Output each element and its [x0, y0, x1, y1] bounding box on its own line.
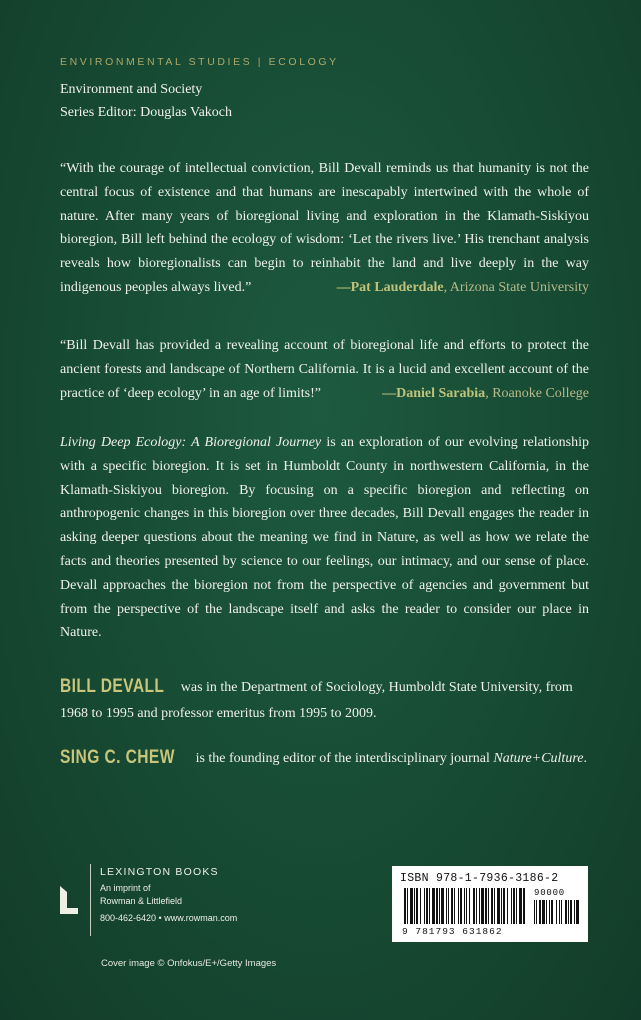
endorser-institution: , Arizona State University: [443, 279, 589, 295]
cover-image-credit: Cover image © Onfokus/E+/Getty Images: [101, 958, 277, 969]
barcode-addon-bar: [570, 900, 572, 924]
barcode-addon-bar: [549, 900, 550, 924]
barcode-bar: [513, 888, 515, 924]
barcode-addon-bar: [536, 900, 537, 924]
barcode-bar: [446, 888, 447, 924]
barcode-bar: [436, 888, 438, 924]
publisher-name: LEXINGTON BOOKS: [100, 866, 219, 878]
barcode-bar: [473, 888, 475, 924]
endorser-institution: , Roanoke College: [485, 385, 589, 401]
endorser-name: Pat Lauderdale: [350, 279, 444, 295]
barcode-addon-bar: [542, 900, 545, 924]
barcode-bar: [441, 888, 444, 924]
journal-name: Nature+Culture: [493, 751, 584, 766]
barcode-bar: [424, 888, 425, 924]
barcode-bar: [469, 888, 470, 924]
endorsement-text: “With the courage of intellectual conviction, Bill Devall reminds us that humanity is not the central focus of existence and that humans are inescapably intertwined with the whole of nature. After many years of bioregional living and exploration in the Klamath-Siskiyou bioregion, Bill left behind the ecology of wisdom: ‘Let the rivers live.’ His trenchant analysis reveals how bioregionalists can begin to reinhabit the land and live deeply in the way indigenous peoples always lived.”: [60, 161, 589, 295]
publisher-block: [58, 864, 318, 936]
barcode-bar: [466, 888, 467, 924]
barcode-addon-bar: [551, 900, 553, 924]
editor-name: SING C. CHEW: [60, 747, 175, 768]
barcode-addon-bar: [546, 900, 547, 924]
lexington-logo-icon: [58, 882, 80, 916]
barcode-bar: [410, 888, 413, 924]
barcode-bar: [516, 888, 517, 924]
barcode-digits: 9 781793 631862: [402, 926, 503, 937]
barcode-bar: [458, 888, 459, 924]
barcode-addon-bar: [568, 900, 569, 924]
barcode-bar: [503, 888, 505, 924]
endorsement-attribution: —Pat Lauderdale, Arizona State University: [336, 279, 589, 295]
category-label: ENVIRONMENTAL STUDIES | ECOLOGY: [60, 56, 339, 68]
series-editor: Series Editor: Douglas Vakoch: [60, 105, 232, 120]
barcode-bar: [507, 888, 508, 924]
imprint-line-1: An imprint of: [100, 883, 151, 893]
author-bio-text: was in the Department of Sociology, Humboldt State University, from 1968 to 1995 and professor emeritus from 1995 to 2009.: [60, 680, 573, 721]
barcode-bar: [416, 888, 418, 924]
barcode-addon-bar: [565, 900, 567, 924]
endorsement-2: [60, 334, 589, 405]
barcode-addon-bar: [574, 900, 575, 924]
barcode-bar: [481, 888, 484, 924]
barcode-bar: [488, 888, 489, 924]
barcode-bar: [429, 888, 430, 924]
editor-bio: SING C. CHEW is the founding editor of the interdisciplinary journal Nature+Culture.: [60, 745, 589, 772]
barcode-bar: [519, 888, 522, 924]
barcode-bar: [494, 888, 495, 924]
publisher-contact: 800-462-6420 • www.rowman.com: [100, 913, 238, 923]
barcode-addon-bar: [539, 900, 541, 924]
barcode-bar: [432, 888, 435, 924]
barcode-bar: [497, 888, 500, 924]
barcode-bar: [460, 888, 462, 924]
barcode-bar: [476, 888, 477, 924]
endorsement-text: “Bill Devall has provided a revealing account of bioregional life and efforts to protect the ancient forests and landscape of Northern California. It is a lucid and excellent account of the practice of ‘deep ecology’ in an age of limits!”: [60, 338, 589, 401]
book-title: Living Deep Ecology: A Bioregional Journey: [60, 435, 322, 450]
editor-bio-text: is the founding editor of the interdisciplinary journal: [192, 751, 494, 766]
endorsement-attribution: —Daniel Sarabia, Roanoke College: [382, 385, 589, 401]
barcode-addon-digits: 90000: [534, 888, 566, 898]
barcode-bar: [426, 888, 428, 924]
barcode-bar: [501, 888, 502, 924]
barcode-bar: [485, 888, 487, 924]
series-name: Environment and Society: [60, 82, 203, 97]
barcode-bar: [464, 888, 465, 924]
publisher-divider: [90, 864, 91, 936]
barcode-bar: [523, 888, 525, 924]
barcode-bar: [439, 888, 440, 924]
isbn-barcode: [392, 866, 588, 942]
barcode-addon-bar: [534, 900, 535, 924]
book-description: [60, 431, 589, 645]
barcode-bar: [414, 888, 415, 924]
endorser-name: Daniel Sarabia: [396, 385, 486, 401]
barcode-bar: [454, 888, 455, 924]
barcode-bar: [407, 888, 408, 924]
barcode-bar: [404, 888, 406, 924]
barcode-bar: [448, 888, 449, 924]
imprint-line-2: Rowman & Littlefield: [100, 896, 183, 906]
barcode-bar: [451, 888, 453, 924]
barcode-bar: [511, 888, 512, 924]
author-bio: [60, 674, 589, 727]
isbn-label: ISBN 978-1-7936-3186-2: [400, 872, 559, 885]
barcode-bar: [491, 888, 493, 924]
description-text: is an exploration of our evolving relationship with a specific bioregion. It is set in Humboldt County in northwestern California, in the Klamath-Siskiyou bioregion. By focusing on a specific bioregion and reflecting on anthropogenic changes in this bioregion over three decades, Bill Devall engages the reader in asking deeper questions about the meaning we find in Nature, as well as how we relate the facts and theories presented by science to our feelings, our intimacy, and our sense of place. Devall approaches the bioregion not from the perspective of agencies and government but from the perspective of the landscape itself and asks the reader to consider our place in Nature.: [60, 435, 589, 641]
barcode-bar: [420, 888, 421, 924]
barcode-addon-bar: [556, 900, 557, 924]
barcode-bar: [479, 888, 480, 924]
barcode-addon-bar: [559, 900, 560, 924]
series-header: [60, 56, 339, 124]
endorsement-1: [60, 157, 589, 300]
barcode-addon-bar: [561, 900, 562, 924]
barcode-addon-bar: [576, 900, 579, 924]
author-name: BILL DEVALL: [60, 676, 165, 697]
